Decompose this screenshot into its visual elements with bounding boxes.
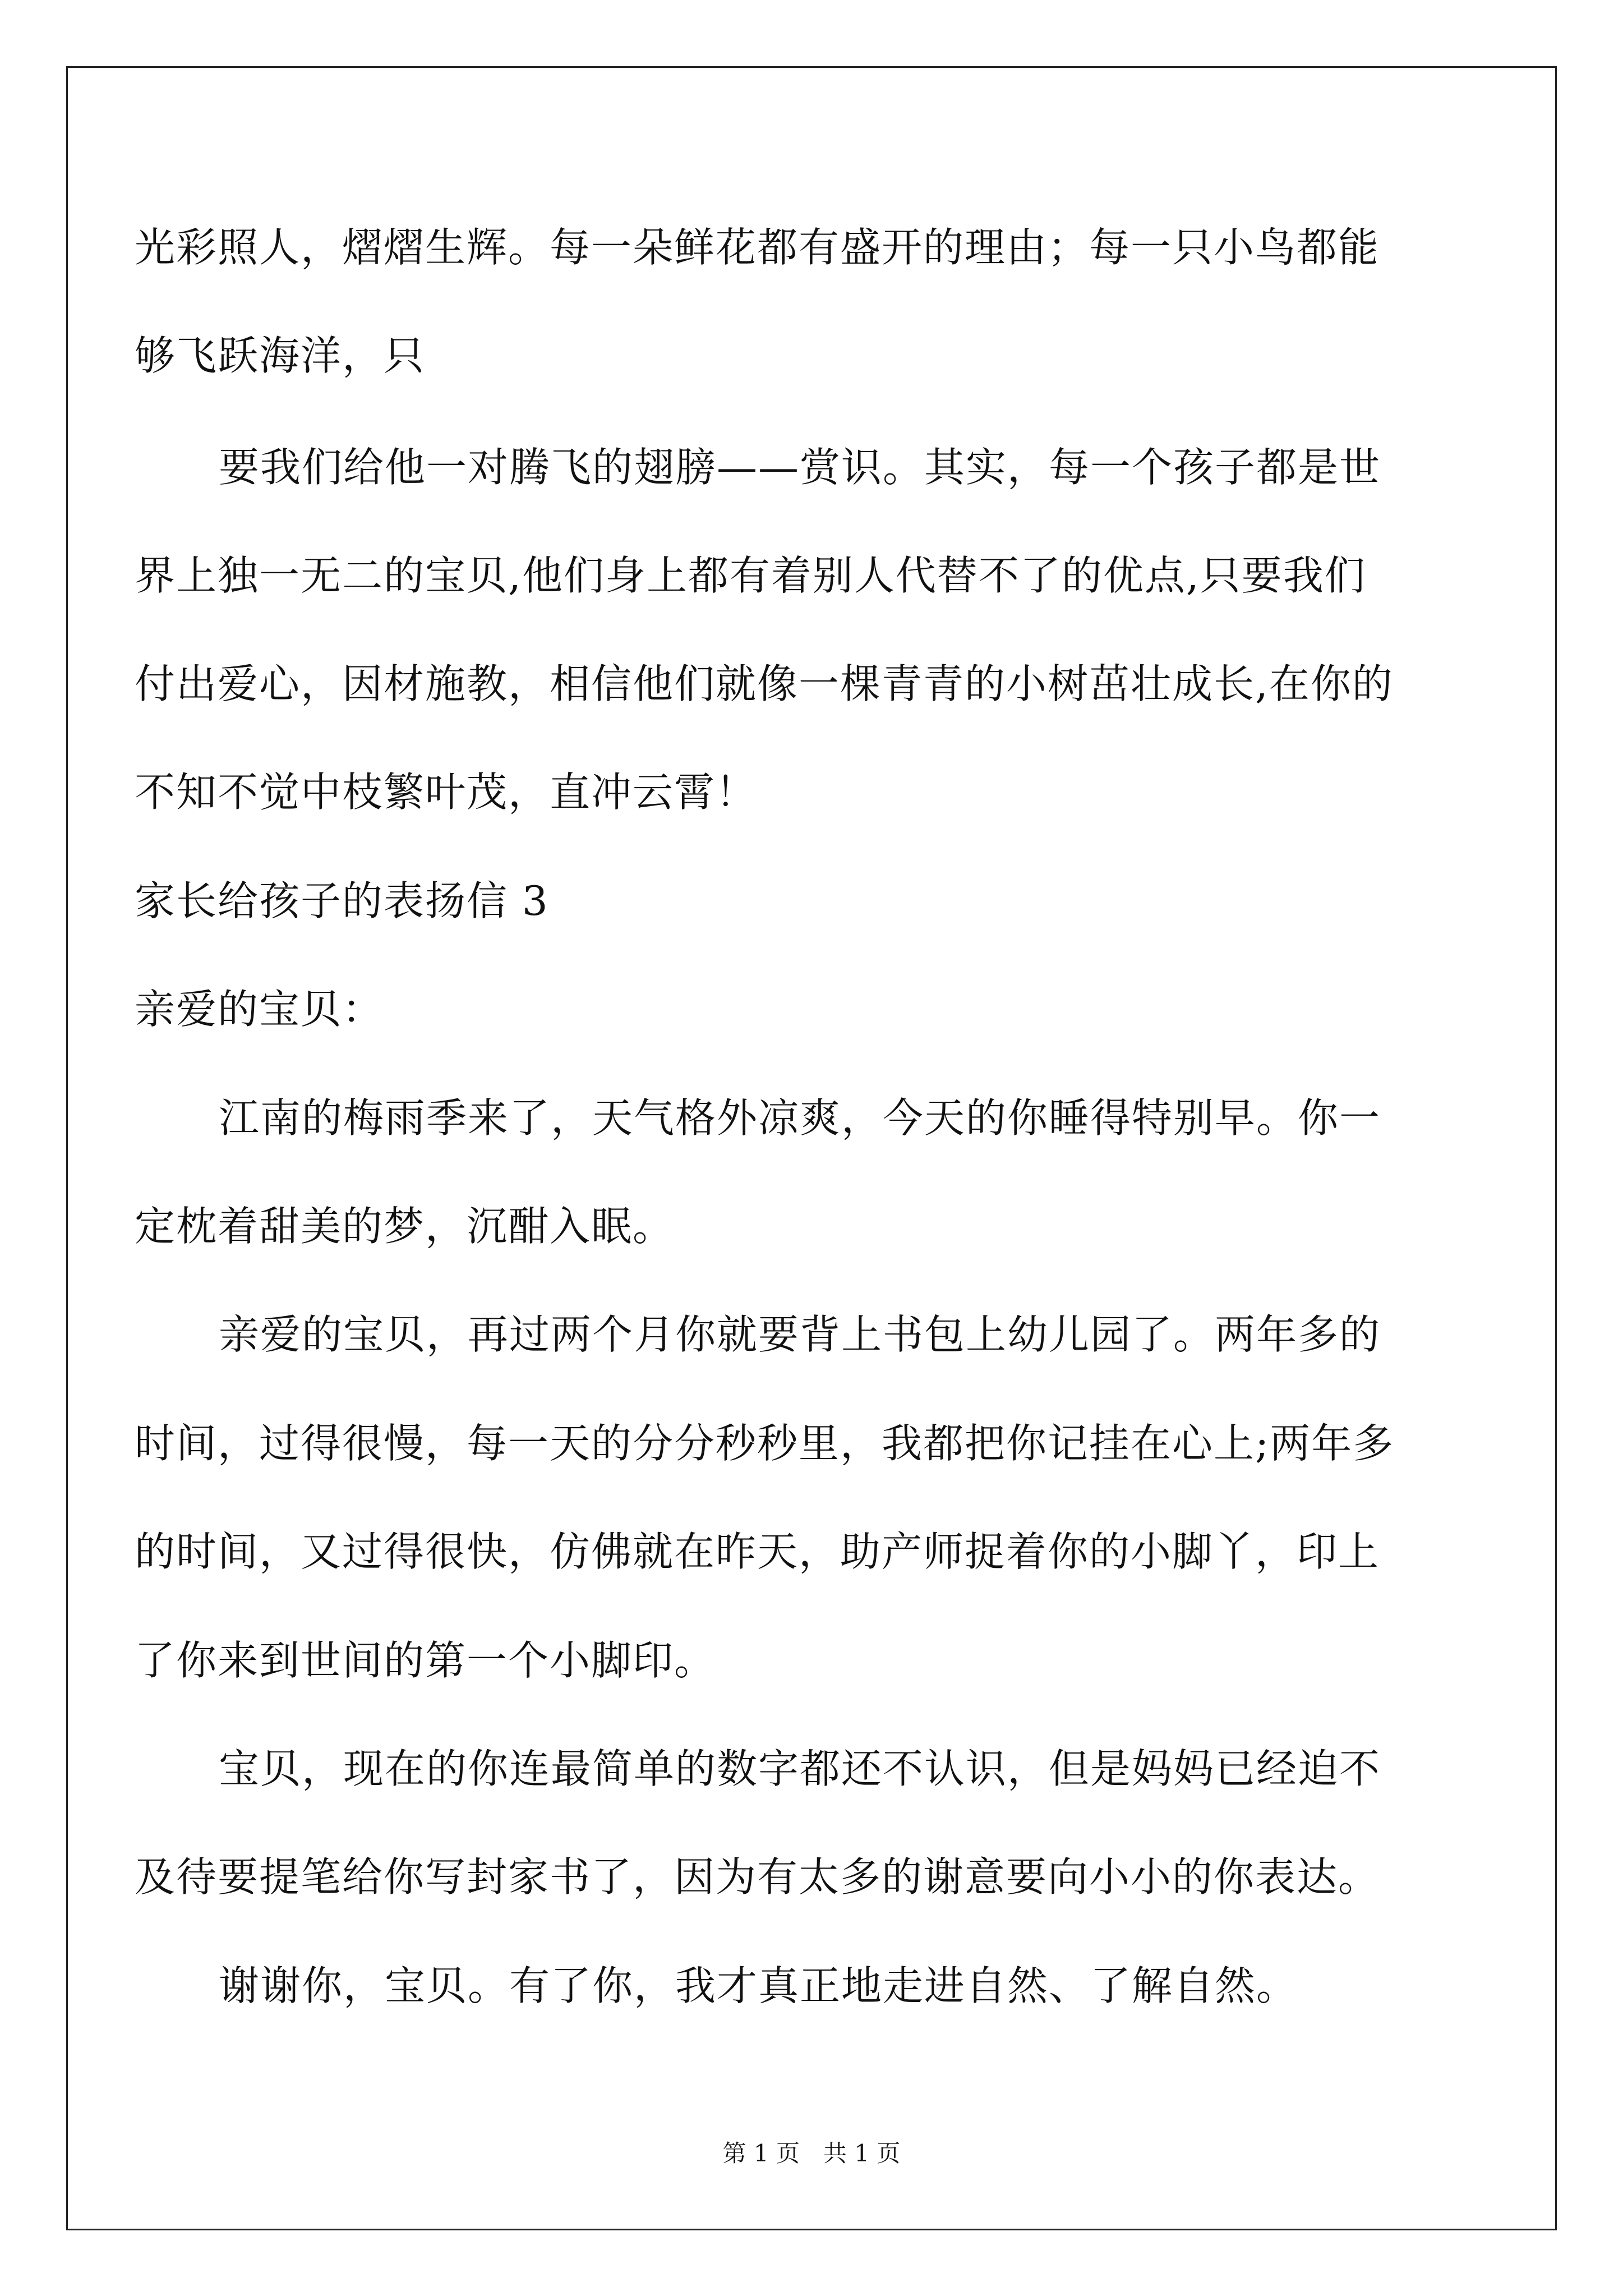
text-line: 要我们给他一对腾飞的翅膀——赏识。其实，每一个孩子都是世	[219, 444, 1381, 491]
text-line: 及待要提笔给你写封家书了，因为有太多的谢意要向小小的你表达。	[135, 1853, 1380, 1901]
text-line: 了你来到世间的第一个小脚印。	[135, 1637, 716, 1684]
text-line: 谢谢你，宝贝。有了你，我才真正地走进自然、了解自然。	[219, 1962, 1298, 2009]
text-line: 不知不觉中枝繁叶茂，直冲云霄！	[135, 769, 758, 816]
text-line: 的时间，又过得很快，仿佛就在昨天，助产师捉着你的小脚丫，印上	[135, 1528, 1380, 1575]
text-line: 界上独一无二的宝贝,他们身上都有着别人代替不了的优点,只要我们	[135, 552, 1366, 599]
text-line: 光彩照人，熠熠生辉。每一朵鲜花都有盛开的理由；每一只小鸟都能	[135, 224, 1380, 271]
text-line: 时间，过得很慢，每一天的分分秒秒里，我都把你记挂在心上;两年多	[135, 1420, 1395, 1467]
salutation: 亲爱的宝贝：	[135, 986, 384, 1033]
text-line: 宝贝，现在的你连最简单的数字都还不认识，但是妈妈已经迫不	[219, 1745, 1381, 1792]
text-line: 江南的梅雨季来了，天气格外凉爽，今天的你睡得特别早。你一	[219, 1094, 1381, 1142]
text-line: 定枕着甜美的梦，沉酣入眠。	[135, 1203, 675, 1250]
page-number-footer: 第 1 页 共 1 页	[722, 2139, 901, 2167]
text-line: 付出爱心，因材施教，相信他们就像一棵青青的小树茁壮成长,在你的	[135, 660, 1394, 707]
text-line: 亲爱的宝贝，再过两个月你就要背上书包上幼儿园了。两年多的	[219, 1311, 1381, 1358]
section-heading: 家长给孩子的表扬信 3	[135, 877, 549, 924]
page-frame	[66, 66, 1557, 2230]
text-line: 够飞跃海洋，只	[135, 332, 426, 379]
